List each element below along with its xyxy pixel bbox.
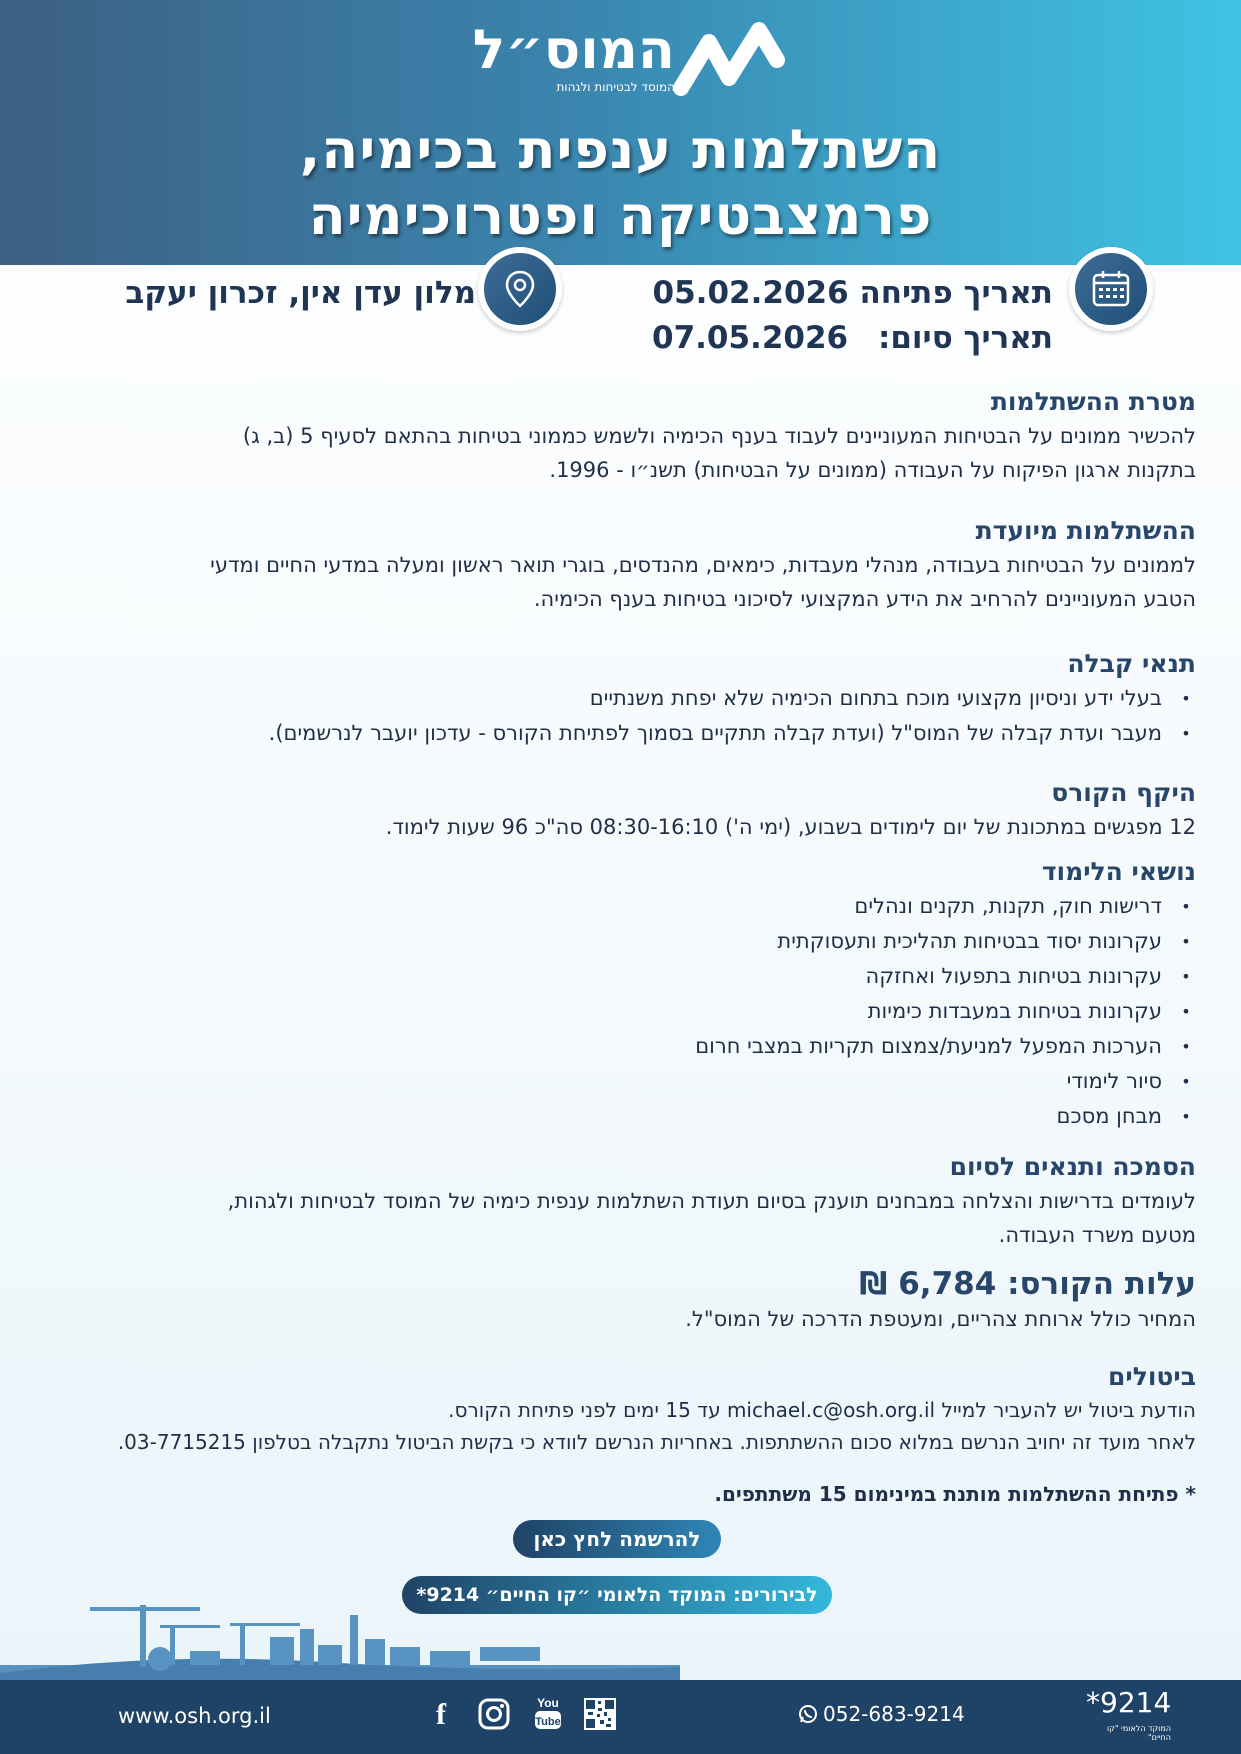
scope-text: 12 מפגשים במתכונת של יום לימודים בשבוע, (ימי ה') 08:30-16:10 סה"כ 96 שעות לימוד. (385, 815, 1196, 839)
topics-title: נושאי הלימוד (1041, 857, 1196, 886)
minimum-note-wrap (16, 1477, 1196, 1511)
topic-item: • סיור לימודי (16, 1064, 1162, 1099)
audience-title: ההשתלמות מיועדת (975, 516, 1196, 545)
goal-line-1: להכשיר ממונים על הבטיחות המעוניינים לעבוד בענף הכימיה ולשמש כממוני בטיחות בהתאם לסעיף 5 (ב, ג) (242, 424, 1196, 448)
hotline-caption: המוקד הלאומי "קו החיים" (1106, 1724, 1171, 1742)
industrial-skyline-illustration (0, 1555, 680, 1680)
whatsapp-icon (798, 1704, 818, 1724)
logo-tagline: המוסד לבטיחות ולגהות (556, 80, 675, 94)
goal-line-2: בתקנות ארגון הפיקוח על העבודה (ממונים על הבטיחות) תשנ״ו - 1996. (549, 458, 1196, 482)
cost-line (16, 1266, 1196, 1302)
title-line-1: השתלמות ענפית בכימיה, (299, 118, 942, 181)
admission-title: תנאי קבלה (1067, 649, 1196, 678)
goal-title: מטרת ההשתלמות (990, 387, 1196, 416)
svg-text:Tube: Tube (535, 1716, 561, 1728)
logo-mark-icon (673, 22, 793, 96)
open-date: תאריך פתיחה 05.02.2026 (652, 275, 1053, 311)
topic-item: • דרישות חוק, תקנות, תקנים ונהלים (16, 889, 1162, 924)
audience-line-2: הטבע המעוניינים להרחיב את הידע המקצועי לסיכוני בטיחות בענף הכימיה. (533, 587, 1196, 611)
topic-item: • עקרונות בטיחות במעבדות כימיות (16, 994, 1162, 1029)
hotline-number: *9214 (1086, 1686, 1172, 1719)
close-date-value: 07.05.2026 (652, 320, 849, 356)
section-certification (16, 1150, 1196, 1252)
register-button[interactable]: להרשמה לחץ כאן (513, 1520, 721, 1558)
cancel-title: ביטולים (1107, 1362, 1196, 1391)
close-date-label: תאריך סיום: (877, 320, 1053, 356)
cost-note: המחיר כולל ארוחת צהריים, ומעטפת הדרכה של המוס"ל. (685, 1307, 1196, 1331)
audience-line-1: לממונים על הבטיחות בעבודה, מנהלי מעבדות, כימאים, מהנדסים, בוגרי תואר ראשון ומעלה במדעי החיים ומדעי (210, 553, 1196, 577)
cancel-line-1: הודעת ביטול יש להעביר למייל michael.c@osh.org.il עד 15 ימים לפני פתיחת הקורס. (448, 1398, 1196, 1422)
website-link[interactable]: www.osh.org.il (118, 1704, 271, 1728)
header-banner (0, 0, 1241, 265)
cost-label: עלות הקורס: (1007, 1266, 1196, 1302)
cancel-line-2: לאחר מועד זה יחויב הנרשם במלוא סכום ההשתתפות. באחריות הנרשם לוודא כי בקשת הביטול נתקבלה בטלפון 03-7715215. (117, 1430, 1196, 1454)
topic-item: • עקרונות בטיחות בתפעול ואחזקה (16, 959, 1162, 994)
section-scope (16, 776, 1196, 844)
cert-title: הסמכה ותנאים לסיום (949, 1152, 1196, 1181)
cert-line-2: מטעם משרד העבודה. (998, 1223, 1196, 1247)
scope-title: היקף הקורס (1051, 778, 1196, 807)
topic-item: • עקרונות יסוד בבטיחות תהליכית ותעסוקתית (16, 924, 1162, 959)
section-admission (16, 647, 1196, 751)
cost-value: 6,784 ₪ (859, 1266, 997, 1302)
calendar-icon (1069, 247, 1153, 331)
section-cancellation (16, 1360, 1196, 1458)
footer-bar (0, 1680, 1241, 1754)
topic-item: • מבחן מסכם (16, 1099, 1162, 1134)
cert-line-1: לעומדים בדרישות והצלחה במבחנים תוענק בסיום תעודת השתלמות ענפית כימיה של המוסד לבטיחות ולגהות, (227, 1189, 1196, 1213)
osh-logo (455, 20, 795, 100)
minimum-note: * פתיחת ההשתלמות מותנת במינימום 15 משתתפים. (714, 1482, 1196, 1506)
section-goal (16, 385, 1196, 487)
section-cost (16, 1266, 1196, 1336)
inquiries-button[interactable]: לבירורים: המוקד הלאומי ״קו החיים״ 9214* (402, 1576, 832, 1614)
youtube-icon[interactable] (534, 1694, 562, 1732)
section-audience (16, 514, 1196, 616)
instagram-icon[interactable] (478, 1698, 510, 1730)
logo-name: המוס״ל (472, 18, 675, 81)
svg-text:You: You (537, 1696, 559, 1710)
section-topics (16, 855, 1196, 1134)
title-line-2: פרמצבטיקה ופטרוכימיה (308, 184, 933, 247)
phone-number[interactable]: 052-683-9214 (823, 1702, 965, 1726)
facebook-icon[interactable]: f (436, 1698, 446, 1731)
location: מלון עדן אין, זכרון יעקב (125, 275, 476, 311)
admission-item: • מעבר ועדת קבלה של המוס"ל (ועדת קבלה תתקיים בסמוך לפתיחת הקורס - עדכון יועבר לנרשמים). (16, 716, 1162, 751)
topic-item: • הערכות המפעל למניעת/צמצום תקריות במצבי חרום (16, 1029, 1162, 1064)
location-pin-icon (478, 247, 562, 331)
admission-item: • בעלי ידע וניסיון מקצועי מוכח בתחום הכימיה שלא יפחת משנתיים (16, 681, 1162, 716)
qr-code-icon[interactable] (584, 1698, 616, 1730)
